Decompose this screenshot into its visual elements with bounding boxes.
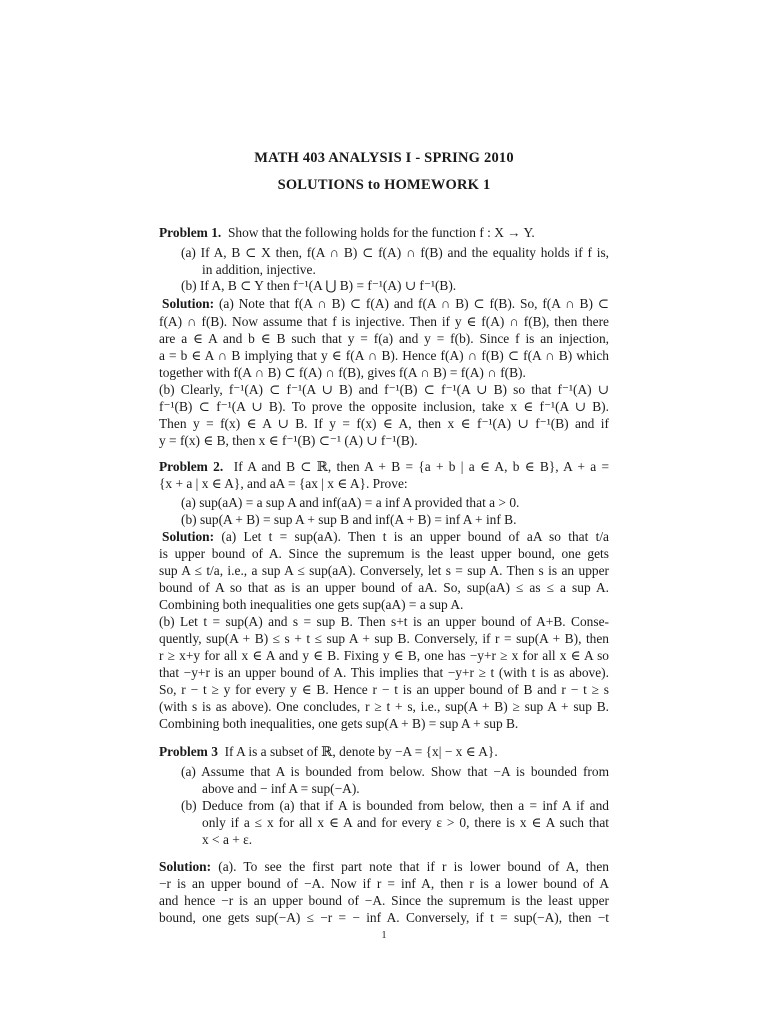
solution-line: Combining both inequalities, one gets sup(A + B) = sup A + sup B. <box>159 716 519 731</box>
problem-3-solution-heading: Solution: <box>159 859 212 874</box>
document-title: MATH 403 ANALYSIS I - SPRING 2010 <box>254 150 514 166</box>
solution-line: f(A) ∩ f(B). Now assume that f is injective. Then if y ∈ f(A) ∩ f(B), then there <box>159 314 609 329</box>
solution-line: quently, sup(A + B) ≤ s + t ≤ sup A + sup B. Conversely, if r = sup(A + B), then <box>159 631 609 646</box>
solution-line: y = f(x) ∈ B, then x ∈ f⁻¹(B) ⊂⁻¹ (A) ∪ f⁻¹(B). <box>159 433 418 448</box>
solution-line: sup A ≤ t/a, i.e., a sup A ≤ sup(aA). Conversely, let s = sup A. Then s is an upper <box>159 563 609 578</box>
problem-2-statement-cont: {x + a | x ∈ A}, and aA = {ax | x ∈ A}. Prove: <box>159 476 408 491</box>
problem-3-text: If A is a subset of ℝ, denote by −A = {x| − x ∈ A}. <box>224 744 498 759</box>
problem-3-part-a-cont: above and − inf A = sup(−A). <box>202 781 360 796</box>
solution-line: Combining both inequalities one gets sup(aA) = a sup A. <box>159 597 464 612</box>
problem-3-solution-line: Solution: (a). To see the first part note that if r is lower bound of A, then <box>159 859 609 874</box>
problem-3-part-b-cont: only if a ≤ x for all x ∈ A and for every ε > 0, there is x ∈ A such that <box>202 815 609 830</box>
solution-line: bound of A so that as is an upper bound of aA. So, sup(aA) ≤ as ≤ a sup A. <box>159 580 609 595</box>
problem-1-statement <box>159 224 609 241</box>
solution-line: bound, one gets sup(−A) ≤ −r = − inf A. Conversely, if t = sup(−A), then −t <box>159 910 609 925</box>
problem-3-part-a: (a) Assume that A is bounded from below. Show that −A is bounded from <box>181 764 609 779</box>
document-subtitle: SOLUTIONS to HOMEWORK 1 <box>277 177 491 193</box>
problem-2-heading: Problem 2. <box>159 459 224 474</box>
solution-line: r ≥ x+y for all x ∈ A and y ∈ B. Fixing y ∈ B, one has −y+r ≥ x for all x ∈ A so <box>159 648 609 663</box>
problem-1-part-a: (a) If A, B ⊂ X then, f(A ∩ B) ⊂ f(A) ∩ f(B) and the equality holds if f is, <box>181 245 609 260</box>
problem-1-part-a-cont: in addition, injective. <box>202 262 316 277</box>
solution-line: −r is an upper bound of −A. Now if r = inf A, then r is a lower bound of A <box>159 876 609 891</box>
problem-1-solution-line: Solution: (a) Note that f(A ∩ B) ⊂ f(A) and f(A ∩ B) ⊂ f(B). So, f(A ∩ B) ⊂ <box>162 296 609 311</box>
problem-1-text: Show that the following holds for the function f : X → Y. <box>227 225 535 240</box>
problem-3-heading: Problem 3 <box>159 744 218 759</box>
solution-line: (b) Let t = sup(A) and s = sup B. Then s+t is an upper bound of A+B. Conse- <box>159 614 609 629</box>
problem-1-part-b: (b) If A, B ⊂ Y then f⁻¹(A ⋃ B) = f⁻¹(A) ∪ f⁻¹(B). <box>181 278 457 293</box>
solution-line: (b) Clearly, f⁻¹(A) ⊂ f⁻¹(A ∪ B) and f⁻¹(B) ⊂ f⁻¹(A ∪ B) so that f⁻¹(A) ∪ <box>159 382 609 397</box>
solution-line: So, r − t ≥ y for every y ∈ B. Hence r − t is an upper bound of B and r − t ≥ s <box>159 682 609 697</box>
problem-3-statement <box>159 743 609 760</box>
solution-line: (with s is as above). One concludes, r ≥ t + s, i.e., sup(A + B) ≥ sup A + sup B. <box>159 699 609 714</box>
problem-2-solution-line: Solution: (a) Let t = sup(aA). Then t is an upper bound of aA so that t/a <box>162 529 609 544</box>
solution-line: that −y+r is an upper bound of A. This implies that −y+r ≥ t (with t is as above). <box>159 665 609 680</box>
problem-2-text: If A and B ⊂ ℝ, then A + B = {a + b | a ∈ A, b ∈ B}, A + a = <box>233 459 610 474</box>
page-number: 1 <box>381 930 387 941</box>
problem-2-solution-heading: Solution: <box>162 529 215 544</box>
solution-line: is upper bound of A. Since the supremum is the least upper bound, one gets <box>159 546 609 561</box>
problem-3-part-b: (b) Deduce from (a) that if A is bounded from below, then a = inf A if and <box>181 798 609 813</box>
solution-line: a = b ∈ A ∩ B implying that y ∈ f(A ∩ B). Hence f(A) ∩ f(B) ⊂ f(A ∩ B) which <box>159 348 609 363</box>
problem-3-part-b-cont: x < a + ε. <box>202 832 253 847</box>
problem-2-part-a: (a) sup(aA) = a sup A and inf(aA) = a inf A provided that a > 0. <box>181 495 520 510</box>
solution-line: together with f(A ∩ B) ⊂ f(A) ∩ f(B), gives f(A ∩ B) = f(A) ∩ f(B). <box>159 365 526 380</box>
problem-1-solution-heading: Solution: <box>162 296 215 311</box>
problem-1-heading: Problem 1. <box>159 225 222 240</box>
solution-line: Then y = f(x) ∈ A ∪ B. If y = f(x) ∈ A, then x ∈ f⁻¹(A) ∪ f⁻¹(B) and if <box>159 416 609 431</box>
problem-2-statement <box>159 458 609 475</box>
solution-line: are a ∈ A and b ∈ B such that y = f(a) and y = f(b). Since f is an injection, <box>159 331 609 346</box>
solution-line: f⁻¹(B) ⊂ f⁻¹(A ∪ B). To prove the opposite inclusion, take x ∈ f⁻¹(A ∪ B). <box>159 399 609 414</box>
solution-line: and hence −r is an upper bound of −A. Since the supremum is the least upper <box>159 893 609 908</box>
problem-2-part-b: (b) sup(A + B) = sup A + sup B and inf(A + B) = inf A + inf B. <box>181 512 517 527</box>
